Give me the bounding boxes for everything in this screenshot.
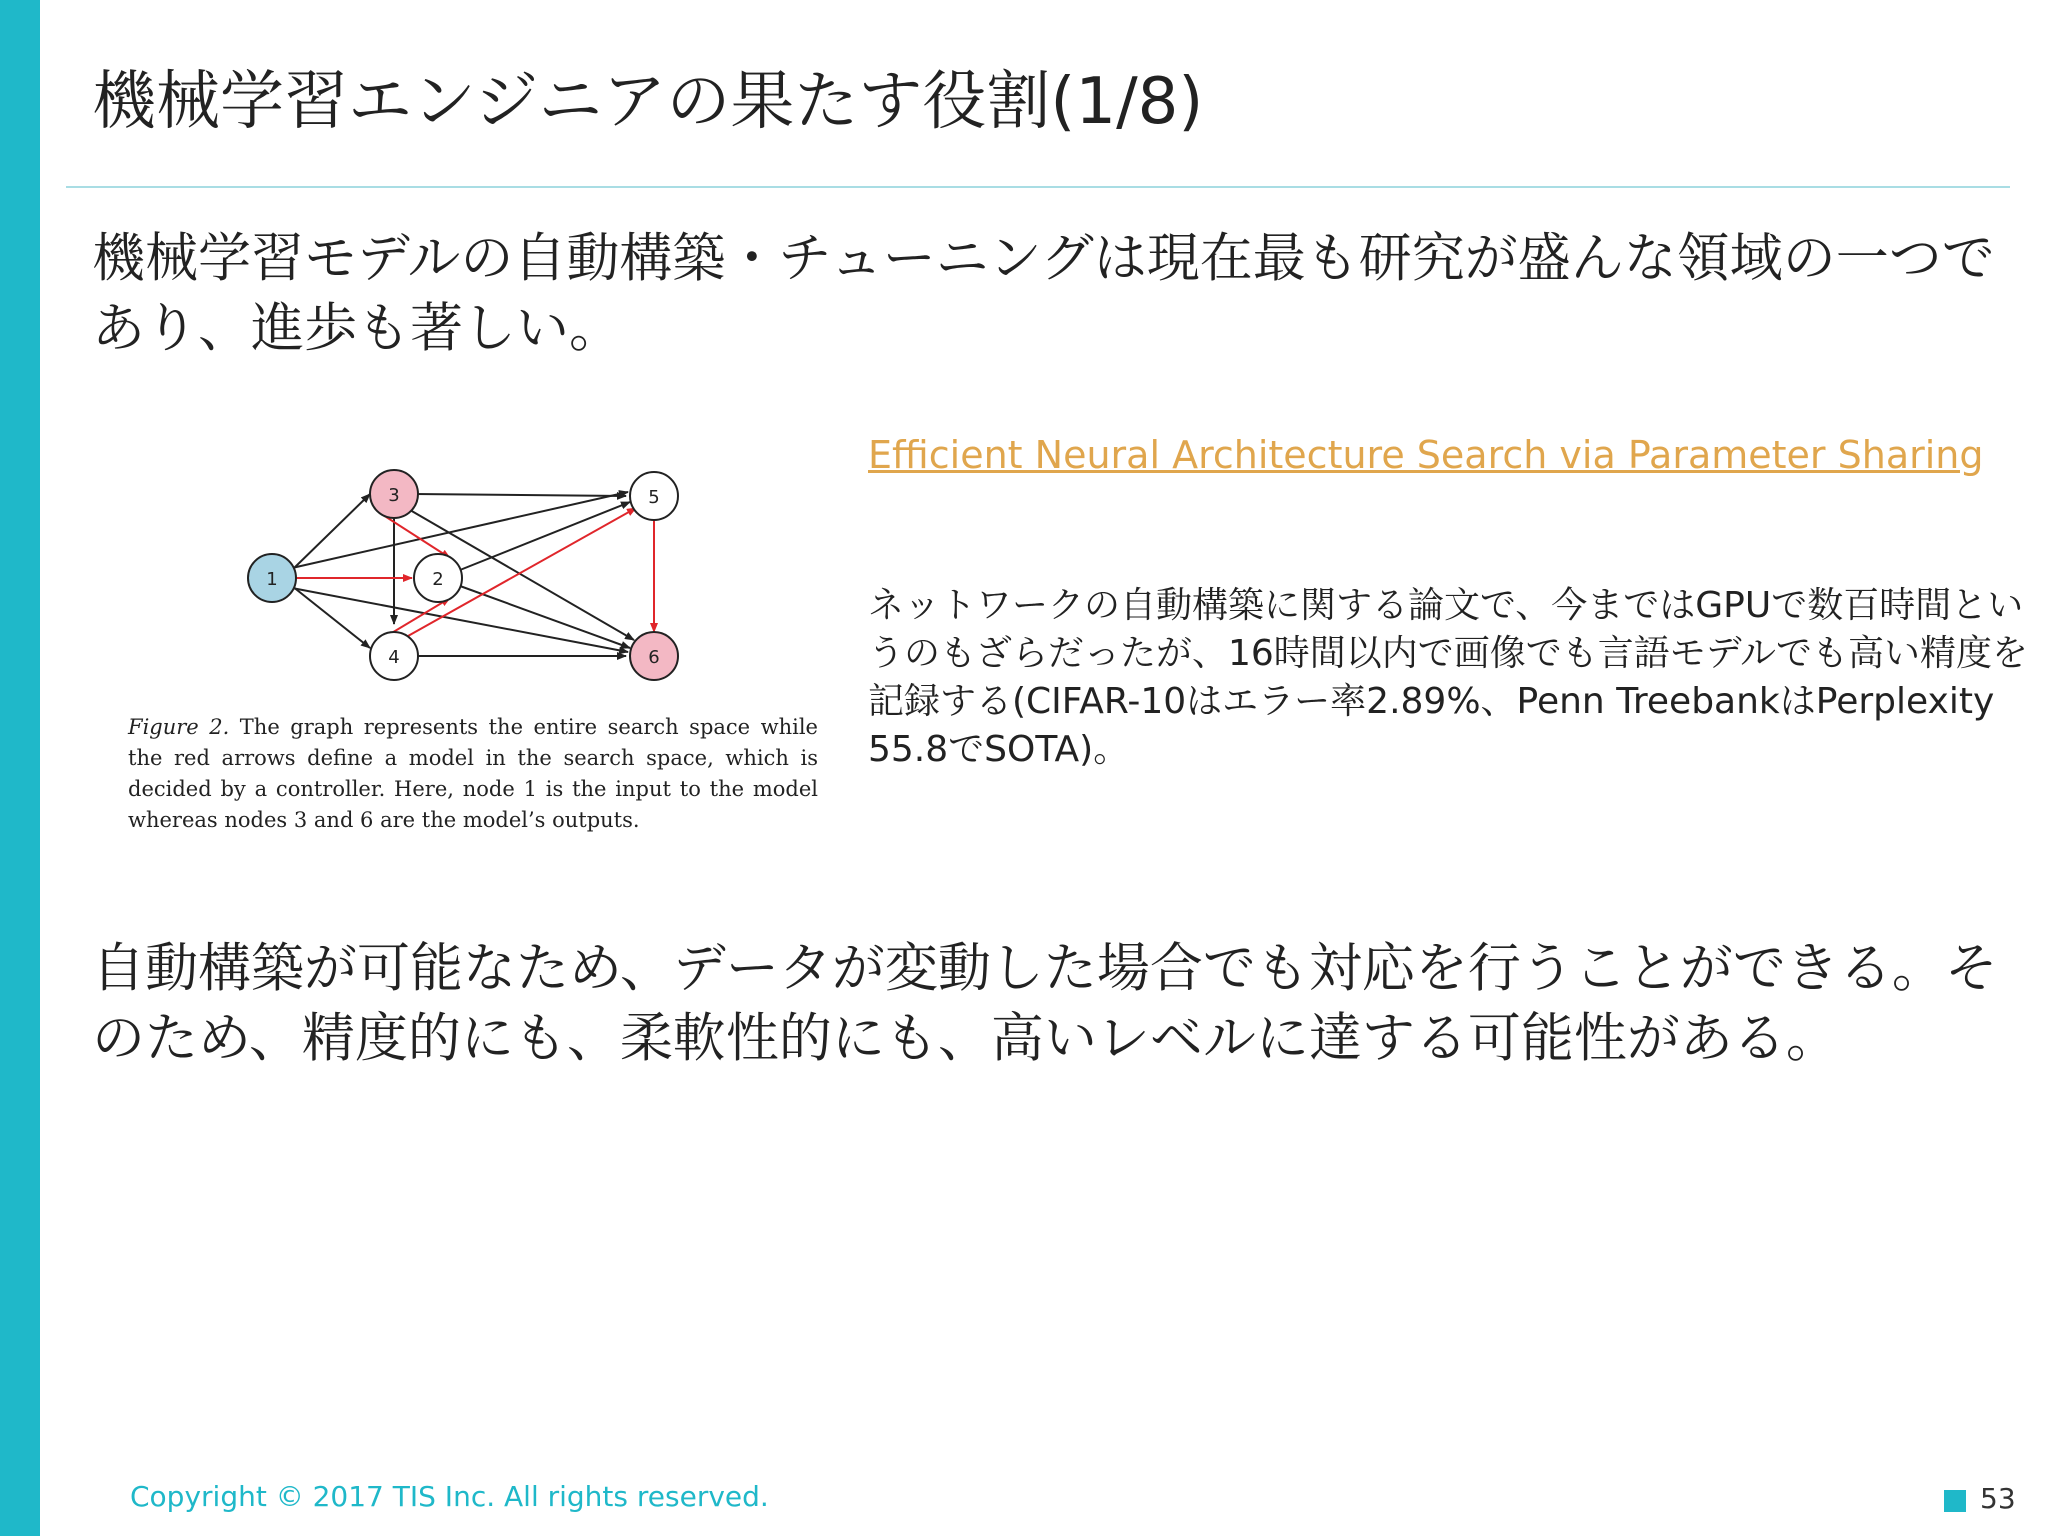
graph-node-3 <box>370 470 418 518</box>
page-number: 53 <box>1980 1482 2016 1515</box>
figure-caption <box>128 712 818 836</box>
edge-2-6 <box>460 586 630 648</box>
svg-text:1: 1 <box>266 569 278 590</box>
figure-caption-text: The graph represents the entire search space while the red arrows define a model in the search space, which is decided by a controller. Here, node 1 is the input to the model whereas nodes 3 and 6 are the model’s outputs. <box>128 715 818 832</box>
edge-3-5 <box>414 494 626 496</box>
graph-node-2 <box>414 554 462 602</box>
edge-1-5 <box>292 492 628 568</box>
figure-label: Figure 2. <box>128 715 230 739</box>
graph-node-6 <box>630 632 678 680</box>
paper-description: ネットワークの自動構築に関する論文で、今まではGPUで数百時間というのもざらだったが、16時間以内で画像でも言語モデルでも高い精度を記録する(CIFAR-10はエラー率2.89%、Penn TreebankはPerplexity 55.8でSOTA)。 <box>868 585 2029 770</box>
graph-node-4 <box>370 632 418 680</box>
paper-link[interactable]: Efficient Neural Architecture Search via Parameter Sharing <box>868 433 1984 477</box>
svg-text:4: 4 <box>388 647 400 668</box>
conclusion-text: 自動構築が可能なため、データが変動した場合でも対応を行うことができる。そのため、精度的にも、柔軟性的にも、高いレベルに達する可能性がある。 <box>92 938 1998 1069</box>
svg-text:2: 2 <box>432 569 444 590</box>
search-space-graph <box>118 440 818 710</box>
intro-text: 機械学習モデルの自動構築・チューニングは現在最も研究が盛んな領域の一つであり、進歩も著しい。 <box>92 228 1995 359</box>
svg-text:6: 6 <box>648 647 660 668</box>
slide-title: 機械学習エンジニアの果たす役割(1/8) <box>92 65 1204 139</box>
graph-node-5 <box>630 472 678 520</box>
svg-text:3: 3 <box>388 485 400 506</box>
search-space-figure <box>118 440 818 860</box>
graph-node-1 <box>248 554 296 602</box>
page-marker-square <box>1944 1490 1966 1512</box>
edge-1-6 <box>292 588 628 652</box>
accent-side-bar <box>0 0 40 1536</box>
title-divider <box>66 186 2010 188</box>
copyright-footer: Copyright © 2017 TIS Inc. All rights reserved. <box>130 1480 769 1513</box>
svg-text:5: 5 <box>648 487 660 508</box>
